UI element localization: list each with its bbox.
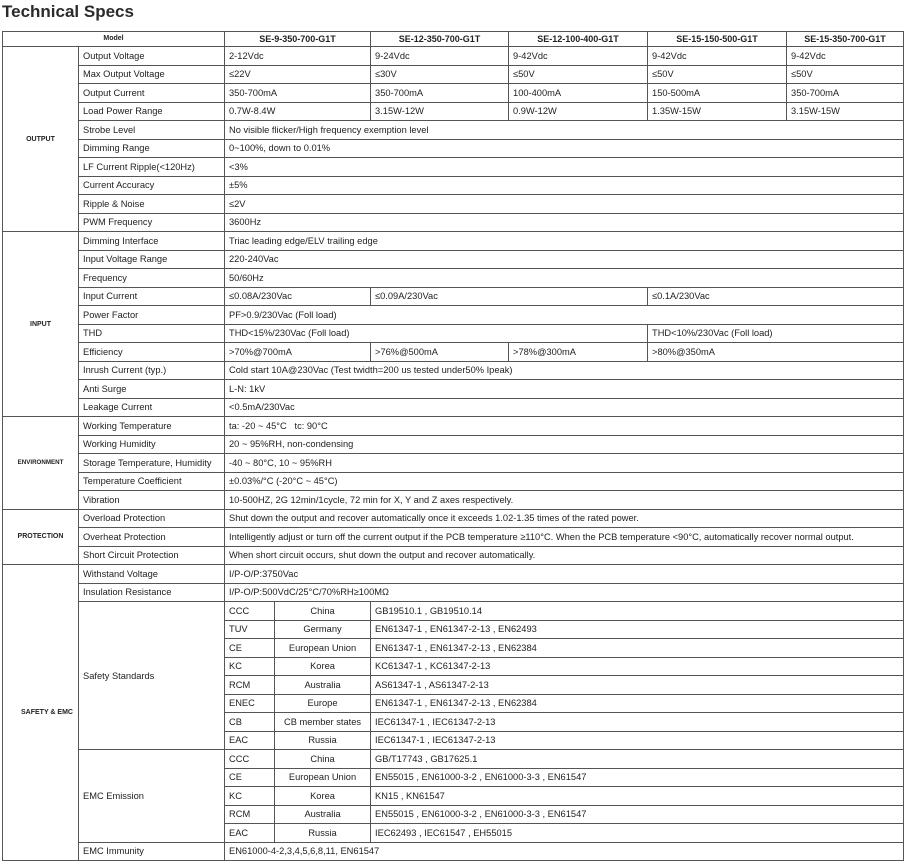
param-label: Frequency <box>79 269 225 288</box>
table-row <box>3 454 904 473</box>
table-row <box>3 287 904 306</box>
param-label: Strobe Level <box>79 121 225 140</box>
param-value: <3% <box>225 158 904 177</box>
param-value: <0.5mA/230Vac <box>225 398 904 417</box>
param-value: ≤2V <box>225 195 904 214</box>
param-value: ≤22V <box>225 65 371 84</box>
param-value: ±5% <box>225 176 904 195</box>
cert-country: Australia <box>275 805 371 824</box>
param-value: No visible flicker/High frequency exemption level <box>225 121 904 140</box>
param-value: ≤50V <box>648 65 787 84</box>
cert-name: ENEC <box>225 694 275 713</box>
param-label: Anti Surge <box>79 380 225 399</box>
cert-country: Korea <box>275 657 371 676</box>
param-label: EMC Immunity <box>79 842 225 861</box>
param-value: 1.35W-15W <box>648 102 787 121</box>
table-row <box>3 361 904 380</box>
cert-country: China <box>275 602 371 621</box>
model-header: Model <box>3 32 225 47</box>
param-value: ta: -20 ~ 45°C tc: 90°C <box>225 417 904 436</box>
param-label: PWM Frequency <box>79 213 225 232</box>
param-label: Max Output Voltage <box>79 65 225 84</box>
param-value: 0.9W-12W <box>509 102 648 121</box>
table-row <box>3 139 904 158</box>
section-label-input: INPUT <box>3 232 79 417</box>
table-row <box>3 232 904 251</box>
table-row <box>3 343 904 362</box>
param-value: 20 ~ 95%RH, non-condensing <box>225 435 904 454</box>
table-row <box>3 250 904 269</box>
param-label: Overload Protection <box>79 509 225 528</box>
param-label: Input Voltage Range <box>79 250 225 269</box>
table-row <box>3 324 904 343</box>
cert-name: CE <box>225 639 275 658</box>
cert-standard: IEC61347-1 , IEC61347-2-13 <box>371 731 904 750</box>
cert-standard: EN61347-1 , EN61347-2-13 , EN62493 <box>371 620 904 639</box>
param-value: Cold start 10A@230Vac (Test twidth=200 us tested under50% Ipeak) <box>225 361 904 380</box>
param-value: >78%@300mA <box>509 343 648 362</box>
page-title: Technical Specs <box>2 2 134 21</box>
param-value: >80%@350mA <box>648 343 904 362</box>
table-row <box>3 84 904 103</box>
table-row <box>3 491 904 510</box>
param-label: Ripple & Noise <box>79 195 225 214</box>
param-label: Dimming Range <box>79 139 225 158</box>
table-row <box>3 269 904 288</box>
param-value: 350-700mA <box>371 84 509 103</box>
param-value: 150-500mA <box>648 84 787 103</box>
param-value: 9-42Vdc <box>787 47 904 66</box>
cert-name: RCM <box>225 805 275 824</box>
table-row <box>3 380 904 399</box>
param-value: THD<15%/230Vac (Foll load) <box>225 324 648 343</box>
cert-standard: IEC61347-1 , IEC61347-2-13 <box>371 713 904 732</box>
cert-standard: AS61347-1 , AS61347-2-13 <box>371 676 904 695</box>
cert-country: Russia <box>275 731 371 750</box>
param-value: When short circuit occurs, shut down the output and recover automatically. <box>225 546 904 565</box>
param-value: 9-42Vdc <box>509 47 648 66</box>
cert-name: CB <box>225 713 275 732</box>
param-value: 9-24Vdc <box>371 47 509 66</box>
param-value: PF>0.9/230Vac (Foll load) <box>225 306 904 325</box>
table-row <box>3 842 904 861</box>
table-row <box>3 213 904 232</box>
param-label: Inrush Current (typ.) <box>79 361 225 380</box>
param-value: I/P-O/P:500VdC/25°C/70%RH≥100MΩ <box>225 583 904 602</box>
table-row <box>3 65 904 84</box>
cert-name: RCM <box>225 676 275 695</box>
table-row <box>3 435 904 454</box>
cert-country: Europe <box>275 694 371 713</box>
section-label-environment: ENVIRONMENT <box>3 417 79 510</box>
param-label: Output Current <box>79 84 225 103</box>
table-row <box>3 509 904 528</box>
model-name: SE-15-150-500-G1T <box>648 32 787 47</box>
param-label: Power Factor <box>79 306 225 325</box>
table-row <box>3 121 904 140</box>
cert-name: EAC <box>225 824 275 843</box>
table-row <box>3 102 904 121</box>
param-value: ±0.03%/°C (-20°C ~ 45°C) <box>225 472 904 491</box>
param-value: ≤0.08A/230Vac <box>225 287 371 306</box>
cert-country: Australia <box>275 676 371 695</box>
model-name: SE-12-350-700-G1T <box>371 32 509 47</box>
param-value: 0.7W-8.4W <box>225 102 371 121</box>
cert-standard: EN55015 , EN61000-3-2 , EN61000-3-3 , EN61547 <box>371 768 904 787</box>
param-label: Vibration <box>79 491 225 510</box>
cert-country: Russia <box>275 824 371 843</box>
cert-country: China <box>275 750 371 769</box>
cert-standard: KN15 , KN61547 <box>371 787 904 806</box>
param-value: 0~100%, down to 0.01% <box>225 139 904 158</box>
param-label: Input Current <box>79 287 225 306</box>
param-value: 350-700mA <box>225 84 371 103</box>
param-label: Efficiency <box>79 343 225 362</box>
cert-name: EAC <box>225 731 275 750</box>
param-value: THD<10%/230Vac (Foll load) <box>648 324 904 343</box>
param-label: Load Power Range <box>79 102 225 121</box>
param-value: 2-12Vdc <box>225 47 371 66</box>
param-label: Safety Standards <box>79 602 225 750</box>
table-header-row <box>3 32 904 47</box>
model-name: SE-12-100-400-G1T <box>509 32 648 47</box>
cert-standard: GB19510.1 , GB19510.14 <box>371 602 904 621</box>
param-value: 9-42Vdc <box>648 47 787 66</box>
param-label: THD <box>79 324 225 343</box>
param-label: Working Temperature <box>79 417 225 436</box>
param-label: Overheat Protection <box>79 528 225 547</box>
param-label: Storage Temperature, Humidity <box>79 454 225 473</box>
table-row <box>3 750 904 769</box>
cert-name: TUV <box>225 620 275 639</box>
param-value: ≤0.09A/230Vac <box>371 287 648 306</box>
table-row <box>3 602 904 621</box>
table-row <box>3 417 904 436</box>
param-value: ≤50V <box>787 65 904 84</box>
table-row <box>3 47 904 66</box>
param-value: 3.15W-12W <box>371 102 509 121</box>
cert-name: KC <box>225 657 275 676</box>
cert-country: European Union <box>275 768 371 787</box>
table-row <box>3 546 904 565</box>
param-value: 350-700mA <box>787 84 904 103</box>
param-value: ≤50V <box>509 65 648 84</box>
param-value: Triac leading edge/ELV trailing edge <box>225 232 904 251</box>
section-label-protection: PROTECTION <box>3 509 79 565</box>
cert-name: CE <box>225 768 275 787</box>
param-value: EN61000-4-2,3,4,5,6,8,11, EN61547 <box>225 842 904 861</box>
param-label: Leakage Current <box>79 398 225 417</box>
table-row <box>3 528 904 547</box>
table-row <box>3 565 904 584</box>
cert-standard: EN61347-1 , EN61347-2-13 , EN62384 <box>371 639 904 658</box>
model-name: SE-9-350-700-G1T <box>225 32 371 47</box>
section-label-output: OUTPUT <box>3 47 79 232</box>
param-value: 220-240Vac <box>225 250 904 269</box>
section-label-safety-emc: SAFETY & EMC <box>3 565 79 861</box>
param-value: >70%@700mA <box>225 343 371 362</box>
param-value: >76%@500mA <box>371 343 509 362</box>
table-row <box>3 306 904 325</box>
cert-name: CCC <box>225 750 275 769</box>
cert-name: KC <box>225 787 275 806</box>
cert-country: Korea <box>275 787 371 806</box>
param-value: 3.15W-15W <box>787 102 904 121</box>
param-value: Intelligently adjust or turn off the current output if the PCB temperature ≥110°C. When the PCB temperature <90°C, automatically recover normal output. <box>225 528 904 547</box>
cert-standard: KC61347-1 , KC61347-2-13 <box>371 657 904 676</box>
table-row <box>3 176 904 195</box>
cert-country: European Union <box>275 639 371 658</box>
param-value: L-N: 1kV <box>225 380 904 399</box>
cert-standard: IEC62493 , IEC61547 , EH55015 <box>371 824 904 843</box>
table-row <box>3 195 904 214</box>
param-label: Current Accuracy <box>79 176 225 195</box>
cert-name: CCC <box>225 602 275 621</box>
table-row <box>3 583 904 602</box>
param-value: -40 ~ 80°C, 10 ~ 95%RH <box>225 454 904 473</box>
param-value: 10-500HZ, 2G 12min/1cycle, 72 min for X, Y and Z axes respectively. <box>225 491 904 510</box>
param-value: 50/60Hz <box>225 269 904 288</box>
model-name: SE-15-350-700-G1T <box>787 32 904 47</box>
param-label: Withstand Voltage <box>79 565 225 584</box>
cert-country: Germany <box>275 620 371 639</box>
param-value: I/P-O/P:3750Vac <box>225 565 904 584</box>
cert-standard: GB/T17743 , GB17625.1 <box>371 750 904 769</box>
table-row <box>3 158 904 177</box>
param-value: 100-400mA <box>509 84 648 103</box>
param-label: Working Humidity <box>79 435 225 454</box>
param-value: ≤30V <box>371 65 509 84</box>
param-label: Dimming Interface <box>79 232 225 251</box>
cert-country: CB member states <box>275 713 371 732</box>
param-value: Shut down the output and recover automatically once it exceeds 1.02-1.35 times of the rated power. <box>225 509 904 528</box>
param-label: Temperature Coefficient <box>79 472 225 491</box>
param-label: EMC Emission <box>79 750 225 843</box>
technical-specs-table <box>2 31 904 861</box>
param-label: LF Current Ripple(<120Hz) <box>79 158 225 177</box>
cert-standard: EN61347-1 , EN61347-2-13 , EN62384 <box>371 694 904 713</box>
param-label: Short Circuit Protection <box>79 546 225 565</box>
param-label: Output Voltage <box>79 47 225 66</box>
table-row <box>3 398 904 417</box>
param-value: ≤0.1A/230Vac <box>648 287 904 306</box>
param-value: 3600Hz <box>225 213 904 232</box>
cert-standard: EN55015 , EN61000-3-2 , EN61000-3-3 , EN61547 <box>371 805 904 824</box>
param-label: Insulation Resistance <box>79 583 225 602</box>
table-row <box>3 472 904 491</box>
